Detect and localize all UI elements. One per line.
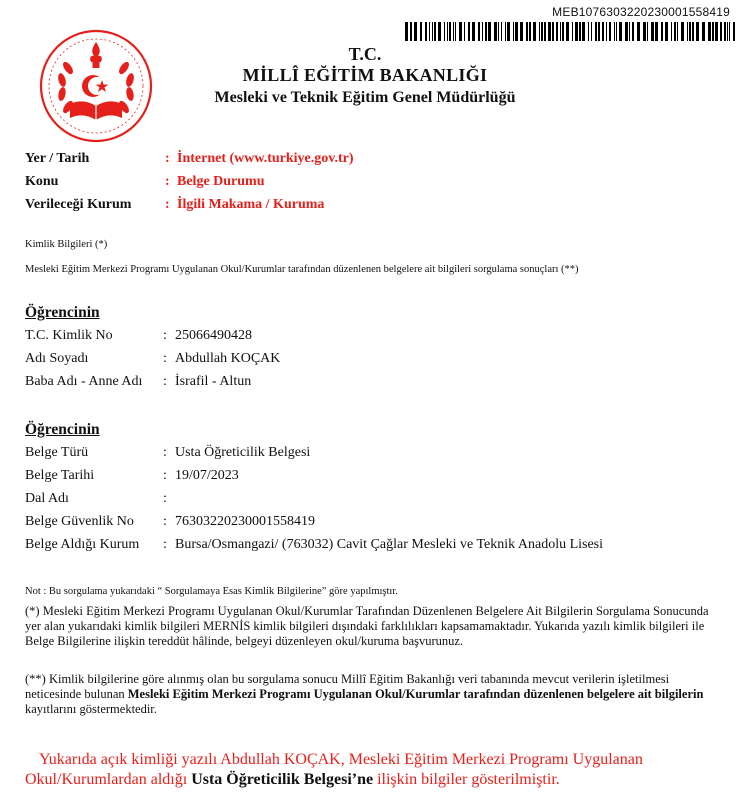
barcode-icon	[405, 22, 735, 41]
meta-label: Verileceği Kurum	[25, 197, 132, 212]
field-label: Belge Güvenlik No	[25, 514, 134, 529]
query-scope-text: Mesleki Eğitim Merkezi Programı Uygulanan Okul/Kurumlar tarafından düzenlenen belgelere ait bilgileri sorgulama sonuçları (**)	[25, 264, 579, 275]
field-label: Belge Türü	[25, 445, 89, 460]
header-tc: T.C.	[348, 44, 382, 64]
meta-label: Konu	[25, 174, 59, 189]
field-value: Bursa/Osmangazi/ (763032) Cavit Çağlar Mesleki ve Teknik Anadolu Lisesi	[175, 537, 604, 552]
field-value: 25066490428	[175, 328, 252, 343]
field-value: Usta Öğreticilik Belgesi	[175, 445, 311, 460]
field-label: Baba Adı - Anne Adı	[25, 374, 143, 389]
footnote-emphasis: Mesleki Eğitim Merkezi Programı Uygulanan Okul/Kurumlar tarafından düzenlenen belgelere ait bilgilerin	[127, 687, 704, 701]
field-value: İsrafil - Altun	[175, 374, 252, 389]
footnote-database	[25, 672, 725, 717]
footnote-text: kayıtlarını göstermektedir.	[25, 702, 157, 716]
meta-colon: :	[165, 151, 170, 166]
meb-emblem-icon	[38, 28, 154, 144]
field-colon: :	[163, 491, 167, 506]
field-label: Belge Tarihi	[25, 468, 95, 483]
meta-colon: :	[165, 197, 170, 212]
meta-value: İlgili Makama / Kuruma	[177, 197, 325, 212]
field-colon: :	[163, 514, 167, 529]
field-colon: :	[163, 374, 167, 389]
field-label: Adı Soyadı	[25, 351, 89, 366]
field-colon: :	[163, 328, 167, 343]
document-number: MEB1076303220230001558419	[552, 5, 730, 19]
field-label: Dal Adı	[25, 491, 69, 506]
footnote-identity: (*) Mesleki Eğitim Merkezi Programı Uygulanan Okul/Kurumlar Tarafından Düzenlenen Belgelere Ait Bilgilerin Sorgulama Sonucunda yer alan yukarıdaki kimlik bilgileri MERNİS kimlik bilgileri dışındaki farklılıkları kapsamamaktadır. Yukarıda yazılı kimlik bilgileri ile Belge Bilgilerine ilişkin tereddüt hâlinde, belgeyi düzenleyen okul/kuruma başvurunuz.	[25, 604, 709, 648]
field-colon: :	[163, 468, 167, 483]
meta-colon: :	[165, 174, 170, 189]
identity-info-heading: Kimlik Bilgileri (*)	[25, 239, 108, 250]
field-colon: :	[163, 537, 167, 552]
field-value: Abdullah KOÇAK	[175, 351, 281, 366]
meta-value: Belge Durumu	[177, 174, 265, 189]
certificate-section-title: Öğrencinin	[25, 421, 100, 438]
final-text: ilişkin bilgiler gösterilmiştir.	[373, 771, 560, 788]
footnote-text: (**) Kimlik bilgilerine göre alınmış olan bu sorgulama sonucu Millî Eğitim Bakanlığı veri tabanında mevcut verilerin işletilmesi neticesinde bulunan	[25, 672, 670, 701]
field-colon: :	[163, 445, 167, 460]
query-note: Not : Bu sorgulama yukarıdaki “ Sorgulamaya Esas Kimlik Bilgilerine” göre yapılmıştır.	[25, 586, 398, 597]
student-identity-title: Öğrencinin	[25, 304, 100, 321]
field-value: 76303220230001558419	[175, 514, 315, 529]
field-label: Belge Aldığı Kurum	[25, 537, 140, 552]
field-label: T.C. Kimlik No	[25, 328, 113, 343]
final-certificate-name: Usta Öğreticilik Belgesi’ne	[191, 771, 374, 788]
header-ministry: MİLLÎ EĞİTİM BAKANLIĞI	[242, 65, 488, 85]
meta-label: Yer / Tarih	[25, 151, 90, 166]
final-text: Yukarıda açık kimliği yazılı Abdullah KOÇAK, Mesleki Eğitim Merkezi Programı Uygulanan Okul/Kurumlardan aldığı	[25, 751, 643, 788]
final-statement	[25, 750, 725, 790]
field-value: 19/07/2023	[175, 468, 239, 483]
header-general-directorate: Mesleki ve Teknik Eğitim Genel Müdürlüğü	[214, 89, 516, 106]
field-colon: :	[163, 351, 167, 366]
meta-value: İnternet (www.turkiye.gov.tr)	[177, 151, 354, 166]
